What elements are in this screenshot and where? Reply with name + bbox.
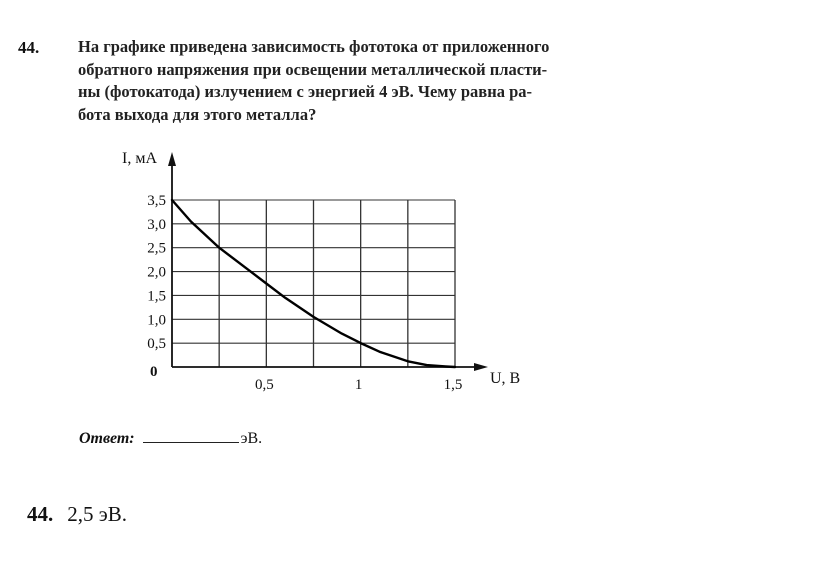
x-tick-label: 1,5 (443, 377, 463, 393)
solution-number: 44. (27, 502, 54, 526)
y-tick-label: 1,0 (147, 312, 166, 329)
y-axis-arrow (168, 152, 176, 166)
problem-text-line: бота выхода для этого металла? (78, 104, 317, 124)
solution-text: 2,5 эВ. (67, 502, 128, 526)
answer-unit: эВ. (240, 430, 263, 447)
answer-label: Ответ: (79, 430, 135, 447)
y-tick-label: 1,5 (147, 288, 166, 305)
solution (27, 502, 127, 527)
problem-number: 44. (18, 38, 40, 57)
y-axis-label: I, мА (122, 150, 158, 167)
problem-text-line: обратного напряжения при освещении металлической пласти- (78, 59, 548, 79)
chart-axes (168, 152, 488, 371)
y-tick-label: 3,0 (147, 216, 166, 233)
x-tick-label: 1 (354, 377, 363, 393)
problem-text-line: На графике приведена зависимость фототока от приложенного (78, 37, 550, 56)
origin-label: 0 (150, 364, 158, 380)
answer-blank[interactable] (143, 428, 239, 443)
x-tick-label: 0,5 (254, 377, 274, 393)
y-tick-label: 2,5 (147, 240, 166, 257)
x-axis-arrow (474, 363, 488, 371)
y-tick-label: 0,5 (147, 336, 166, 353)
y-tick-label: 2,0 (147, 264, 166, 281)
y-tick-label: 3,5 (147, 193, 166, 209)
x-axis-label: U, В (490, 370, 521, 387)
answer-row (79, 428, 262, 448)
problem-text-line: ны (фотокатода) излучением с энергией 4 эВ. Чему равна ра- (78, 82, 533, 101)
chart-grid (172, 200, 455, 367)
